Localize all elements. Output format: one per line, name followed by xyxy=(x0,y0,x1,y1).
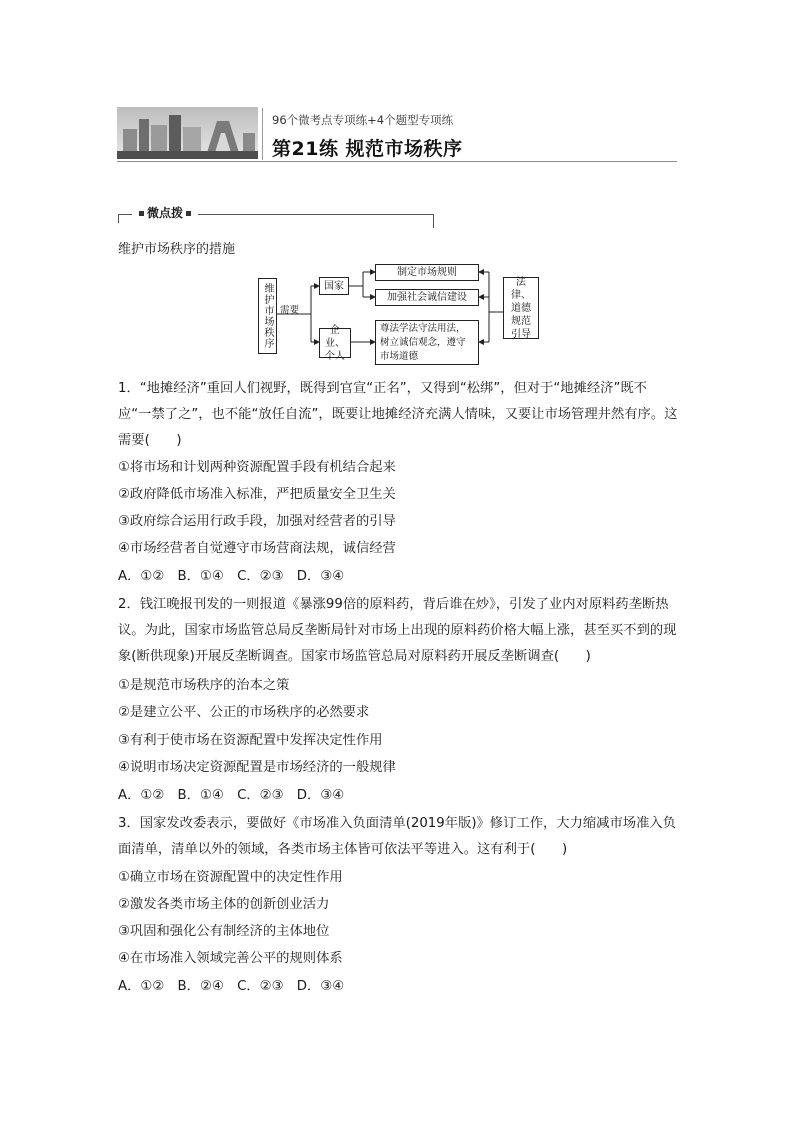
header-banner-image xyxy=(117,107,258,159)
question-1-item-2: ②政府降低市场准入标准，严把质量安全卫生关 xyxy=(118,487,396,502)
question-2-options: A．①② B．①④ C．②③ D．③④ xyxy=(118,788,345,803)
diagram-action-box-law: 尊法学法守法用法，树立诚信观念，遵守市场道德 xyxy=(375,320,479,365)
tip-label-text: 微点拨 xyxy=(147,206,184,220)
question-3-stem: 3．国家发改委表示，要做好《市场准入负面清单(2019年版)》修订工作，大力缩减市场准入负面清单，清单以外的领域，各类市场主体皆可依法平等进入。这有利于( ) xyxy=(118,816,676,857)
question-1-item-3: ③政府综合运用行政手段，加强对经营者的引导 xyxy=(118,514,396,529)
question-3-item-1: ①确立市场在资源配置中的决定性作用 xyxy=(118,870,343,885)
header-rule xyxy=(117,161,677,162)
square-bullet-icon xyxy=(186,211,191,216)
diagram-root-text: 维护市场秩序 xyxy=(262,283,273,349)
question-2-item-3: ③有利于使市场在资源配置中发挥决定性作用 xyxy=(118,733,383,748)
section-heading: 维护市场秩序的措施 xyxy=(118,242,236,257)
diagram-root-box xyxy=(258,278,277,354)
question-2-item-2: ②是建立公平、公正的市场秩序的必然要求 xyxy=(118,705,370,720)
question-1-item-1: ①将市场和计划两种资源配置手段有机结合起来 xyxy=(118,460,396,475)
measures-diagram xyxy=(255,262,545,368)
question-3-item-4: ④在市场准入领域完善公平的规则体系 xyxy=(118,951,343,966)
tip-label xyxy=(132,204,198,221)
question-3-options: A．①② B．②④ C．②③ D．③④ xyxy=(118,979,345,994)
page-title: 第21练 规范市场秩序 xyxy=(272,138,463,160)
question-2-item-1: ①是规范市场秩序的治本之策 xyxy=(118,678,290,693)
diagram-enterprise-box: 企业、个人 xyxy=(319,328,351,358)
header-divider xyxy=(262,108,263,160)
question-2-stem: 2．钱江晚报刊发的一则报道《暴涨99倍的原料药，背后谁在炒》，引发了业内对原料药垄断热议。为此，国家市场监管总局反垄断局针对市场上出现的原料药价格大幅上涨，甚至买不到的现象(断供现象)开展反垄断调查。国家市场监管总局对原料药开展反垄断调查( ) xyxy=(118,597,677,664)
question-3-item-3: ③巩固和强化公有制经济的主体地位 xyxy=(118,924,330,939)
diagram-need-label: 需要 xyxy=(280,305,300,316)
question-1-stem: 1．“地摊经济”重回人们视野，既得到官宣“正名”，又得到“松绑”，但对于“地摊经济”既不应“一禁了之”，也不能“放任自流”，既要让地摊经济充满人情味，又要让市场管理井然有序。这需要( ) xyxy=(118,381,678,448)
question-2-item-4: ④说明市场决定资源配置是市场经济的一般规律 xyxy=(118,760,396,775)
diagram-guide-box: 法律、道德规范引导 xyxy=(503,277,539,339)
question-1-options: A．①② B．①④ C．②③ D．③④ xyxy=(118,569,345,584)
diagram-action-box-credit: 加强社会诚信建设 xyxy=(375,289,479,306)
diagram-action-box-rules: 制定市场规则 xyxy=(375,264,479,281)
question-1-item-4: ④市场经营者自觉遵守市场营商法规，诚信经营 xyxy=(118,541,396,556)
series-label: 96个微考点专项练+4个题型专项练 xyxy=(272,113,454,127)
diagram-state-box: 国家 xyxy=(319,277,349,295)
square-bullet-icon xyxy=(139,211,144,216)
question-3-item-2: ②激发各类市场主体的创新创业活力 xyxy=(118,897,330,912)
